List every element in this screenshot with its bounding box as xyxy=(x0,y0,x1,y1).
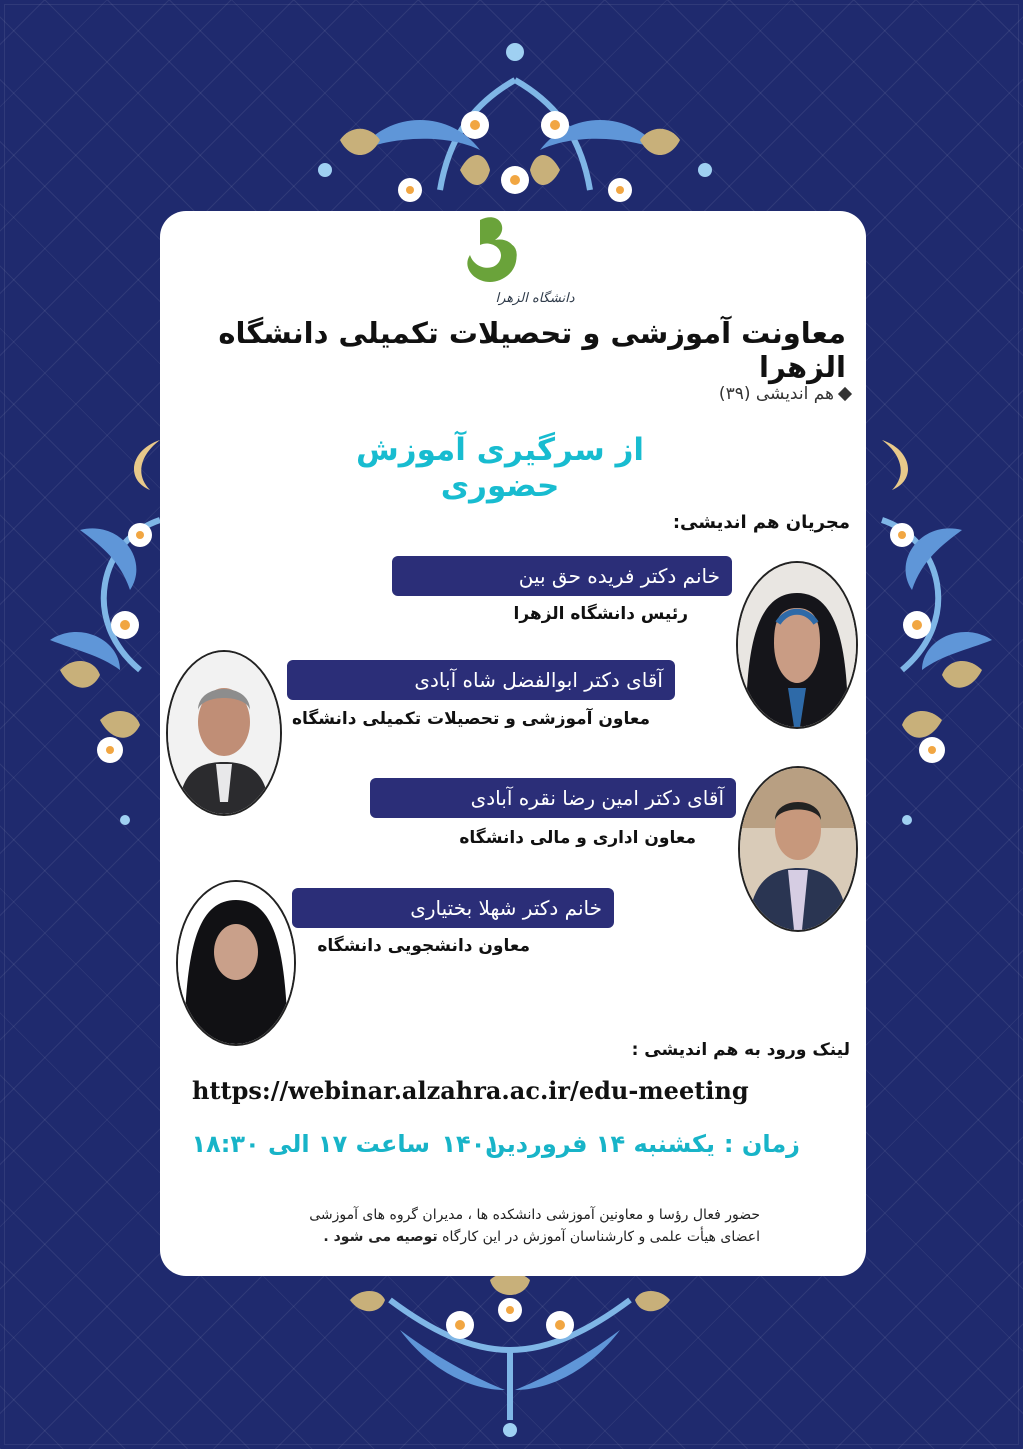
host-photo-4 xyxy=(176,880,296,1046)
left-floral-ornament xyxy=(20,420,180,840)
page-title: معاونت آموزشی و تحصیلات تکمیلی دانشگاه الزهرا xyxy=(218,316,846,384)
host-role: معاون اداری و مالی دانشگاه xyxy=(459,828,696,848)
host-name-pill: خانم دکتر شهلا بختیاری xyxy=(292,888,614,928)
schedule-year: ۱۴۰۱ xyxy=(441,1130,500,1158)
series-line xyxy=(560,384,850,404)
host-name-pill: خانم دکتر فریده حق بین xyxy=(392,556,732,596)
schedule-hours: ساعت ۱۷ الی ۱۸:۳۰ xyxy=(191,1130,430,1158)
schedule-day: یکشنبه ۱۴ فروردین xyxy=(485,1130,715,1158)
topic-title: از سرگیری آموزش حضوری xyxy=(355,432,645,504)
note-line-1: حضور فعال رؤسا و معاونین آموزشی دانشکده ها ، مدیران گروه های آموزشی xyxy=(309,1207,760,1223)
host-name-pill: آقای دکتر ابوالفضل شاه آبادی xyxy=(287,660,675,700)
host-role: معاون آموزشی و تحصیلات تکمیلی دانشگاه xyxy=(291,709,650,729)
attendance-note xyxy=(190,1204,760,1248)
right-floral-ornament xyxy=(862,420,1022,840)
alzahra-logo xyxy=(440,210,580,314)
schedule-label: زمان : xyxy=(723,1130,800,1158)
host-role: رئیس دانشگاه الزهرا xyxy=(513,604,688,624)
link-label: لینک ورود به هم اندیشی : xyxy=(631,1040,850,1060)
note-line-2 xyxy=(190,1226,760,1248)
schedule-row xyxy=(191,1130,810,1166)
host-photo-1 xyxy=(736,561,858,729)
hosts-label: مجریان هم اندیشی: xyxy=(672,512,850,533)
webinar-link[interactable]: https://webinar.alzahra.ac.ir/edu-meeting xyxy=(192,1076,749,1105)
top-floral-ornament xyxy=(300,40,720,220)
host-photo-2 xyxy=(166,650,282,816)
host-photo-3 xyxy=(738,766,858,932)
note-line-2-text: اعضای هیأت علمی و کارشناسان آموزش در این کارگاه xyxy=(442,1229,760,1245)
bullet-icon xyxy=(838,387,852,401)
logo-text: دانشگاه الزهرا xyxy=(495,291,575,306)
series-label: هم اندیشی (۳۹) xyxy=(718,384,834,404)
host-role: معاون دانشجویی دانشگاه xyxy=(317,936,530,956)
host-name-pill: آقای دکتر امین رضا نقره آبادی xyxy=(370,778,736,818)
bottom-floral-ornament xyxy=(330,1270,690,1440)
note-emphasis: توصیه می شود . xyxy=(323,1229,438,1245)
